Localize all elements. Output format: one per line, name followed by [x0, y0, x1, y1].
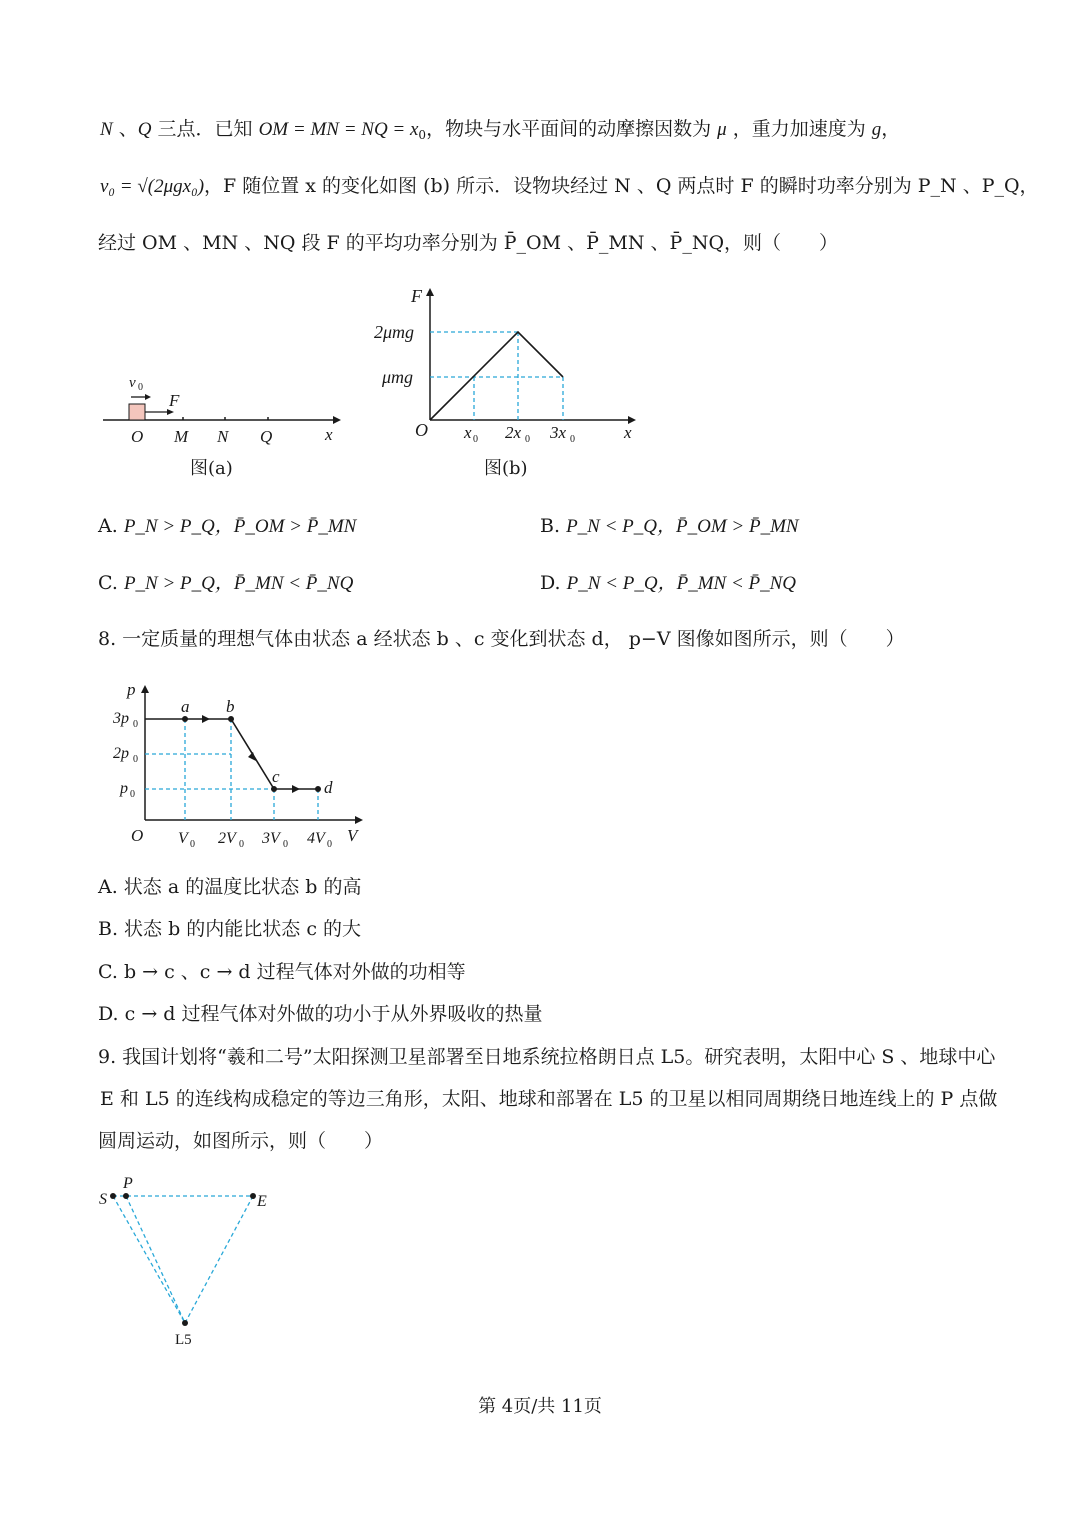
q8-option-a[interactable]: A. 状态 a 的温度比状态 b 的高: [98, 876, 362, 898]
svg-text:3p: 3p: [113, 710, 129, 727]
svg-text:0: 0: [133, 719, 138, 730]
svg-text:Q: Q: [260, 427, 273, 446]
svg-text:0: 0: [570, 434, 575, 445]
svg-text:M: M: [174, 427, 189, 446]
svg-text:μmg: μmg: [382, 367, 414, 387]
force-curve: [430, 332, 563, 420]
svg-text:2p: 2p: [113, 745, 129, 762]
svg-text:0: 0: [133, 754, 138, 765]
svg-text:0: 0: [525, 434, 530, 445]
svg-text:a: a: [181, 697, 190, 716]
q9-line-3: 圆周运动，如图所示，则（ ）: [98, 1130, 384, 1152]
figure-b: [370, 280, 650, 450]
svg-text:S: S: [99, 1191, 107, 1208]
svg-text:c: c: [272, 767, 280, 786]
svg-text:F: F: [169, 391, 180, 410]
q7-line-3: 经过 OM 、MN 、NQ 段 F 的平均功率分别为 P̄_OM 、P̄_MN 、P̄_NQ，则（ ）: [98, 232, 839, 254]
svg-text:p: p: [120, 780, 128, 797]
svg-text:4V: 4V: [307, 830, 325, 847]
svg-text:0: 0: [130, 789, 135, 800]
svg-text:E: E: [257, 1193, 267, 1210]
svg-text:p: p: [127, 680, 136, 699]
block: [129, 404, 145, 420]
svg-text:O: O: [131, 826, 144, 845]
svg-text:P: P: [123, 1175, 133, 1192]
fig-b-caption: 图(b): [484, 458, 528, 479]
page-footer: 第 4页/共 11页: [478, 1396, 602, 1417]
q7-line-2: v₀ = √(2μgx₀)，F 随位置 x 的变化如图 (b) 所示．设物块经过 N 、Q 两点时 F 的瞬时功率分别为 P_N 、P_Q，: [100, 175, 1039, 197]
q8-option-d[interactable]: D. c → d 过程气体对外做的功小于从外界吸收的热量: [98, 1003, 543, 1025]
svg-text:F: F: [411, 286, 422, 306]
svg-text:V: V: [178, 830, 188, 847]
pv-graph: [105, 675, 375, 855]
svg-text:0: 0: [327, 839, 332, 850]
svg-text:0: 0: [283, 839, 288, 850]
svg-text:O: O: [415, 420, 428, 440]
svg-text:2V: 2V: [218, 830, 236, 847]
q8-option-b[interactable]: B. 状态 b 的内能比状态 c 的大: [98, 918, 362, 940]
svg-text:3x: 3x: [550, 423, 567, 442]
svg-text:0: 0: [473, 434, 478, 445]
q7-option-b[interactable]: B. P_N < P_Q，P̄_OM > P̄_MN: [540, 515, 799, 537]
q7-line-1: N 、Q 三点．已知 OM = MN = NQ = $x_0$，物块与水平面间的动摩擦因数为 μ ，重力加速度为 g，: [100, 118, 901, 142]
svg-text:V: V: [347, 826, 358, 845]
q8-stem: 8. 一定质量的理想气体由状态 a 经状态 b 、c 变化到状态 d， p−V 图像如图所示，则（ ）: [98, 628, 905, 650]
svg-text:d: d: [324, 778, 333, 797]
q9-line-2: E 和 L5 的连线构成稳定的等边三角形，太阳、地球和部署在 L5 的卫星以相同周期绕日地连线上的 P 点做: [100, 1088, 998, 1110]
svg-text:O: O: [131, 427, 144, 446]
svg-text:N: N: [217, 427, 229, 446]
svg-text:0: 0: [190, 839, 195, 850]
svg-text:x: x: [325, 425, 333, 444]
svg-text:2x: 2x: [505, 423, 522, 442]
svg-text:0: 0: [239, 839, 244, 850]
lagrange-figure: [95, 1170, 295, 1350]
v0-label: v: [129, 375, 136, 391]
fig-a-caption: 图(a): [190, 458, 233, 479]
q8-option-c[interactable]: C. b → c 、c → d 过程气体对外做的功相等: [98, 961, 466, 983]
given-equalities: OM = MN = NQ = x: [258, 119, 419, 140]
svg-text:L5: L5: [175, 1332, 192, 1348]
svg-text:x: x: [624, 423, 632, 442]
q7-option-c[interactable]: C. P_N > P_Q，P̄_MN < P̄_NQ: [98, 572, 354, 594]
q7-option-a[interactable]: A. P_N > P_Q，P̄_OM > P̄_MN: [98, 515, 357, 537]
q7-option-d[interactable]: D. P_N < P_Q，P̄_MN < P̄_NQ: [540, 572, 797, 594]
svg-text:3V: 3V: [262, 830, 280, 847]
svg-text:b: b: [226, 697, 235, 716]
q9-line-1: 9. 我国计划将“羲和二号”太阳探测卫星部署至日地系统拉格朗日点 L5。研究表明，太阳中心 S 、地球中心: [98, 1046, 996, 1068]
svg-text:2μmg: 2μmg: [374, 322, 415, 342]
svg-text:x: x: [464, 423, 472, 442]
svg-text:0: 0: [138, 382, 143, 393]
